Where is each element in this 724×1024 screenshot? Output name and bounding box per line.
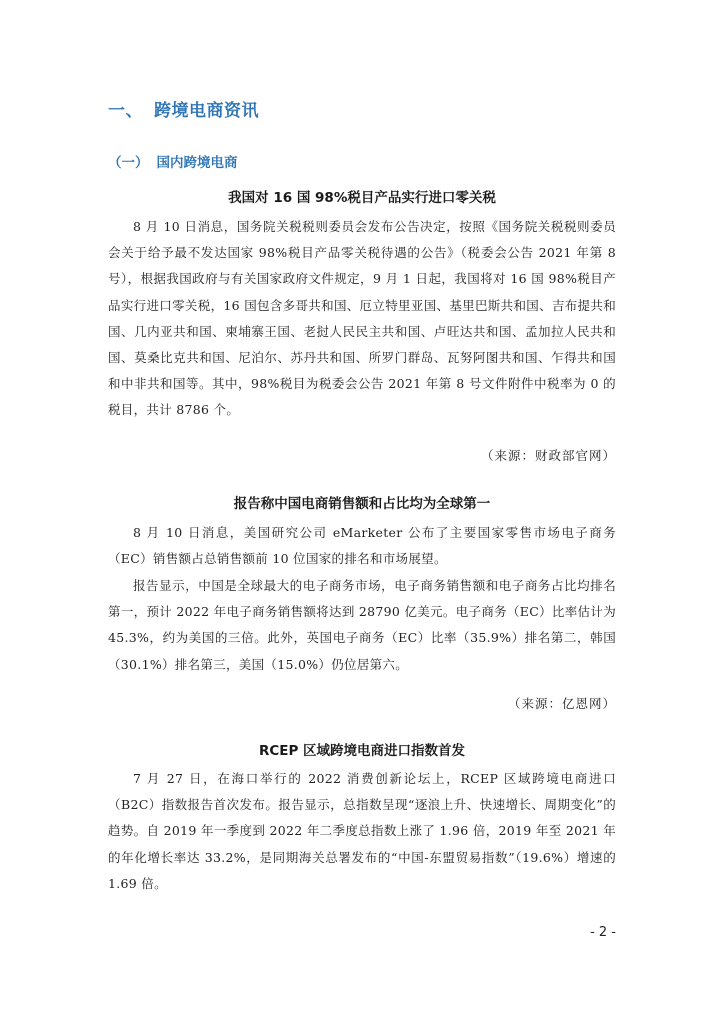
article-paragraph: 报告显示，中国是全球最大的电子商务市场，电子商务销售额和电子商务占比均排名第一，预计 2022 年电子商务销售额将达到 28790 亿美元。电子商务（EC）比率估计为 45.3%，约为美国的三倍。此外，英国电子商务（EC）比率（35.9%）排名第二，韩国（30.1%）排名第三，美国（15.0%）仍位居第六。 [108, 578, 616, 672]
article-source: （来源：亿恩网） [507, 696, 616, 711]
article-source: （来源：财政部官网） [480, 448, 616, 463]
subsection-title: 国内跨境电商 [156, 155, 238, 171]
article-paragraph: 8 月 10 日消息，国务院关税税则委员会发布公告决定，按照《国务院关税税则委员会关于给予最不发达国家 98%税目产品零关税待遇的公告》（税委会公告 2021 年第 8 号），根据我国政府与有关国家政府文件规定，9 月 1 日起，我国将对 16 国 98%税目产品实行进口零关税，16 国包含多哥共和国、厄立特里亚国、基里巴斯共和国、吉布提共和国、几内亚共和国、柬埔寨王国、老挝人民民主共和国、卢旺达共和国、孟加拉人民共和国、莫桑比克共和国、尼泊尔、苏丹共和国、所罗门群岛、瓦努阿图共和国、乍得共和国和中非共和国等。其中，98%税目为税委会公告 2021 年第 8 号文件附件中税率为 0 的税目，共计 8786 个。 [108, 219, 616, 418]
subsection-heading [108, 151, 238, 171]
page-number: - 2 - [590, 925, 616, 940]
article-title: 报告称中国电商销售额和占比均为全球第一 [233, 496, 491, 512]
article-title: 我国对 16 国 98%税目产品实行进口零关税 [228, 190, 496, 206]
section-title: 跨境电商资讯 [154, 101, 259, 121]
subsection-number: （一） [108, 155, 149, 171]
article-title: RCEP 区域跨境电商进口指数首发 [258, 743, 466, 759]
article-paragraph: 8 月 10 日消息，美国研究公司 eMarketer 公布了主要国家零售市场电子商务（EC）销售额占总销售额前 10 位国家的排名和市场展望。 [108, 525, 616, 567]
section-number: 一、 [108, 101, 143, 121]
section-heading [108, 96, 259, 121]
article-paragraph: 7 月 27 日，在海口举行的 2022 消费创新论坛上，RCEP 区域跨境电商进口（B2C）指数报告首次发布。报告显示，总指数呈现“逐浪上升、快速增长、周期变化”的趋势。自 2019 年一季度到 2022 年二季度总指数上涨了 1.96 倍，2019 年至 2021 年的年化增长率达 33.2%，是同期海关总署发布的“中国-东盟贸易指数”（19.6%）增速的 1.69 倍。 [108, 771, 616, 891]
